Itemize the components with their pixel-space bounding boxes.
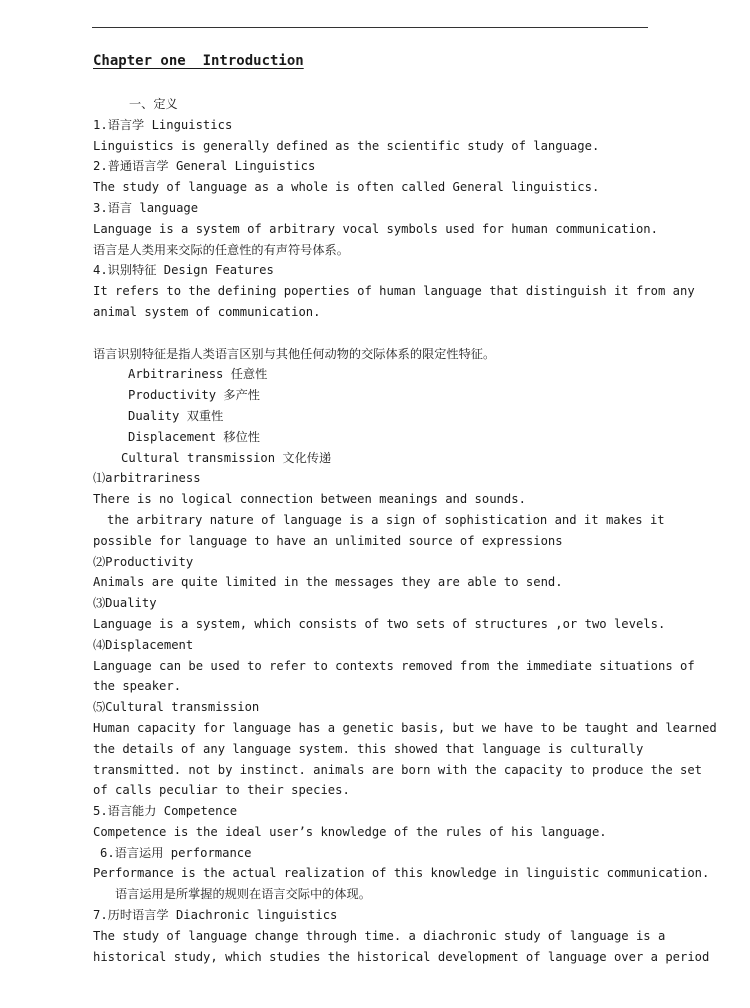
text-line: 4.识别特征 Design Features	[93, 263, 274, 278]
text-line: ⑴arbitrariness	[93, 471, 201, 486]
text-line: 1.语言学 Linguistics	[93, 117, 233, 132]
text-line: the details of any language system. this showed that language is culturally	[93, 741, 644, 756]
text-line: ⑵Productivity	[93, 554, 194, 569]
text-line: 3.语言 language	[93, 200, 199, 215]
top-rule	[92, 27, 648, 28]
text-line: 语言识别特征是指人类语言区别与其他任何动物的交际体系的限定性特征。	[93, 346, 496, 361]
text-line: ⑶Duality	[93, 596, 157, 611]
text-line: The study of language change through time. a diachronic study of language is a	[93, 928, 666, 943]
text-line: 2.普通语言学 General Linguistics	[93, 159, 316, 174]
text-line	[93, 323, 673, 344]
text-line: There is no logical connection between meanings and sounds.	[93, 492, 526, 507]
text-line: The study of language as a whole is often called General linguistics.	[93, 180, 600, 195]
text-line: animal system of communication.	[93, 304, 321, 319]
text-line: possible for language to have an unlimited source of expressions	[93, 533, 563, 548]
text-line: of calls peculiar to their species.	[93, 783, 350, 798]
document-body	[93, 94, 717, 967]
text-line: Competence is the ideal user’s knowledge of the rules of his language.	[93, 824, 607, 839]
text-line: ⑷Displacement	[93, 637, 194, 652]
text-line: historical study, which studies the historical development of language over a period	[93, 949, 710, 964]
text-line: It refers to the defining poperties of human language that distinguish it from any	[93, 284, 695, 299]
text-line: 语言运用是所掌握的规则在语言交际中的体现。	[115, 887, 371, 902]
text-line: 一、定义	[129, 97, 178, 111]
text-line: 5.语言能力 Competence	[93, 804, 238, 819]
text-line: Arbitrariness 任意性	[128, 367, 268, 382]
text-line: Displacement 移位性	[128, 429, 260, 444]
text-line: Duality 双重性	[128, 408, 224, 423]
text-line: the arbitrary nature of language is a sign of sophistication and it makes it	[107, 512, 665, 527]
text-line: Language is a system of arbitrary vocal symbols used for human communication.	[93, 221, 658, 236]
text-line: 7.历时语言学 Diachronic linguistics	[93, 908, 338, 923]
text-line: the speaker.	[93, 679, 182, 694]
text-line: 6.语言运用 performance	[100, 845, 252, 860]
text-line: Linguistics is generally defined as the scientific study of language.	[93, 138, 600, 153]
text-line: Performance is the actual realization of this knowledge in linguistic communication.	[93, 866, 710, 881]
text-line: transmitted. not by instinct. animals are born with the capacity to produce the set	[93, 762, 703, 777]
text-line: 语言是人类用来交际的任意性的有声符号体系。	[93, 242, 349, 257]
text-line: Language can be used to refer to contexts removed from the immediate situations of	[93, 658, 695, 673]
chapter-title: Chapter one Introduction	[93, 53, 304, 69]
text-line: Human capacity for language has a genetic basis, but we have to be taught and learned	[93, 720, 717, 735]
text-line: Productivity 多产性	[128, 388, 260, 403]
text-line: Language is a system, which consists of two sets of structures ,or two levels.	[93, 616, 666, 631]
text-line: Cultural transmission 文化传递	[121, 450, 332, 465]
text-line: ⑸Cultural transmission	[93, 700, 260, 715]
text-line: Animals are quite limited in the messages they are able to send.	[93, 575, 563, 590]
